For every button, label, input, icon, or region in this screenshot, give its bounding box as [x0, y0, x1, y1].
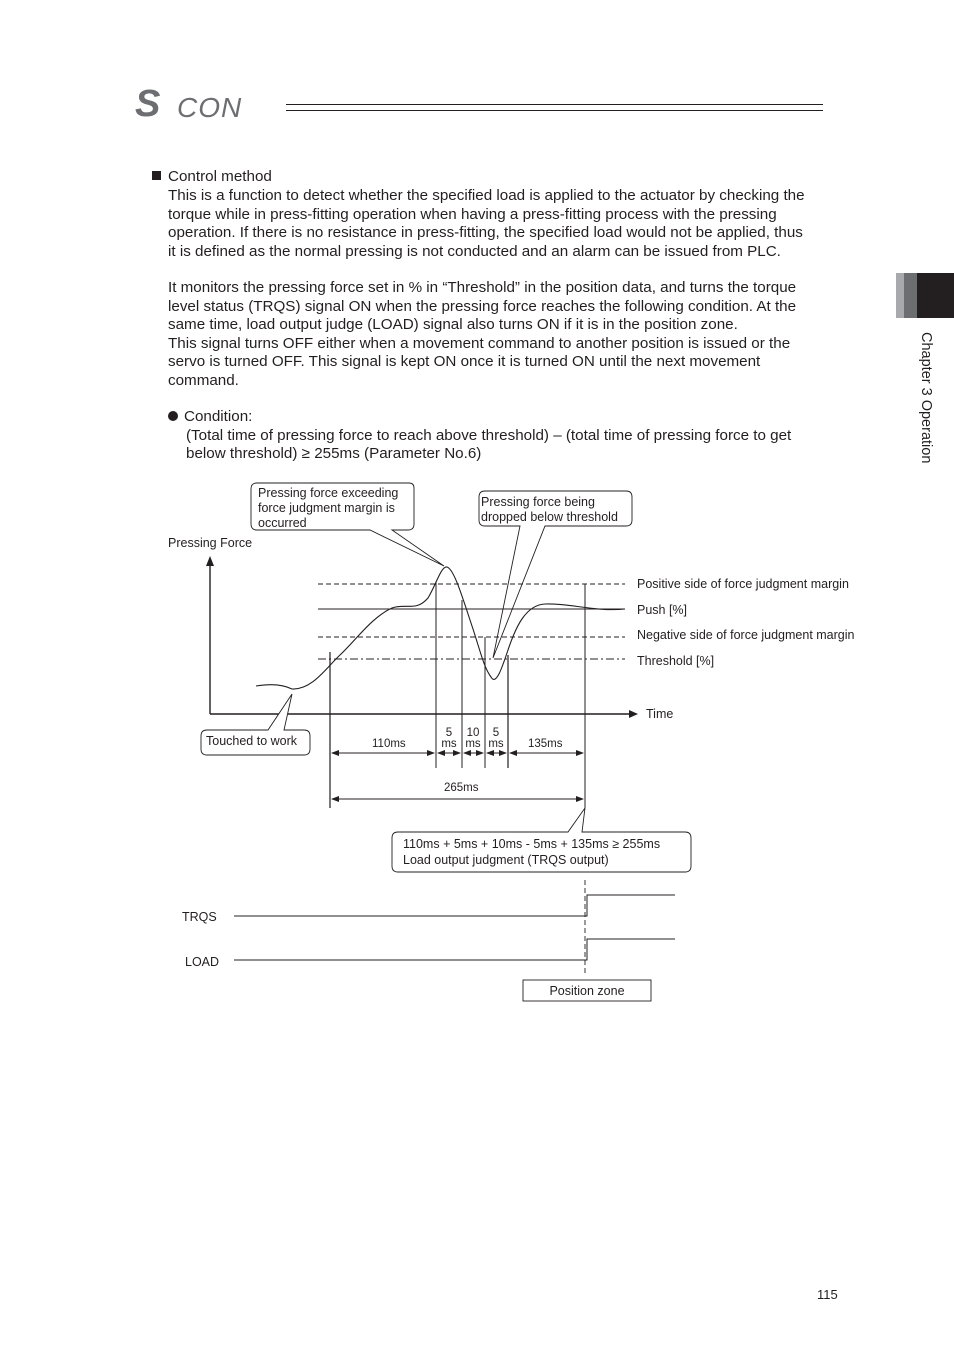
paragraph-line: It monitors the pressing force set in % in “Threshold” in the position data, and turns the torque	[168, 279, 797, 296]
interval-label-265: 265ms	[444, 782, 479, 794]
push-label: Push [%]	[637, 603, 688, 617]
condition-line: below threshold) ≥ 255ms (Parameter No.6)	[186, 445, 482, 462]
callout-drop-line: dropped below threshold	[481, 510, 618, 524]
interval-label-10-num: 10	[466, 727, 480, 739]
interval-label-110: 110ms	[372, 738, 406, 750]
chapter-label: Chapter 3 Operation	[918, 332, 934, 464]
paragraph-line: operation. If there is no resistance in press-fitting, the specified load would not be applied, thus	[168, 224, 803, 241]
trqs-label: TRQS	[182, 910, 217, 924]
paragraph-line: servo is turned OFF. This signal is kept ON once it is turned ON until the next movement	[168, 353, 761, 370]
interval-label-5a-num: 5	[445, 727, 453, 739]
threshold-label: Threshold [%]	[637, 654, 715, 668]
load-label: LOAD	[185, 955, 220, 969]
x-axis-label: Time	[646, 707, 674, 721]
pressing-force-curve	[256, 567, 625, 689]
interval-label-5a-unit: ms	[441, 738, 457, 750]
negative-margin-label: Negative side of force judgment margin	[637, 628, 855, 642]
callout-exceed-line: Pressing force exceeding	[258, 486, 399, 500]
paragraph-line: torque while in press-fitting operation when having a press-fitting process with the pressing	[168, 205, 777, 223]
paragraph-line: This signal turns OFF either when a movement command to another position is issued or the	[168, 334, 791, 352]
interval-label-5b-num: 5	[492, 727, 500, 739]
y-axis-label: Pressing Force	[168, 536, 253, 550]
paragraph-line: it is defined as the normal pressing is not conducted and an alarm can be issued from PLC.	[168, 242, 781, 260]
paragraph-line: level status (TRQS) signal ON when the pressing force reaches the following condition. At the	[168, 297, 797, 315]
position-zone-label: Position zone	[549, 984, 625, 998]
svg-text:CON: CON	[177, 92, 243, 122]
formula-line: 110ms + 5ms + 10ms - 5ms + 135ms ≥ 255ms	[403, 837, 661, 851]
paragraph-line: command.	[168, 371, 239, 389]
interval-label-135: 135ms	[528, 738, 563, 750]
section-heading-text: Control method	[168, 168, 272, 185]
touched-label: Touched to work	[206, 734, 298, 748]
formula-line: Load output judgment (TRQS output)	[403, 853, 609, 867]
condition-line: (Total time of pressing force to reach above threshold) – (total time of pressing force to get	[186, 426, 792, 444]
callout-drop-line: Pressing force being	[481, 495, 595, 509]
y-axis-arrowhead	[206, 556, 214, 566]
paragraph-line: This is a function to detect whether the specified load is applied to the actuator by checking the	[168, 187, 805, 204]
callout-exceed-line: force judgment margin is	[258, 501, 395, 515]
load-signal	[234, 939, 675, 960]
callout-exceed-line: occurred	[258, 516, 307, 530]
positive-margin-label: Positive side of force judgment margin	[637, 577, 849, 591]
interval-label-5b-unit: ms	[488, 738, 504, 750]
condition-label: Condition:	[184, 408, 253, 425]
x-axis-arrowhead	[629, 710, 638, 718]
paragraph-line: same time, load output judge (LOAD) signal also turns ON if it is in the position zone.	[168, 316, 738, 333]
page-number: 115	[817, 1287, 838, 1302]
interval-label-10-unit: ms	[465, 738, 481, 750]
trqs-signal	[234, 895, 675, 916]
svg-text:S: S	[135, 86, 161, 122]
